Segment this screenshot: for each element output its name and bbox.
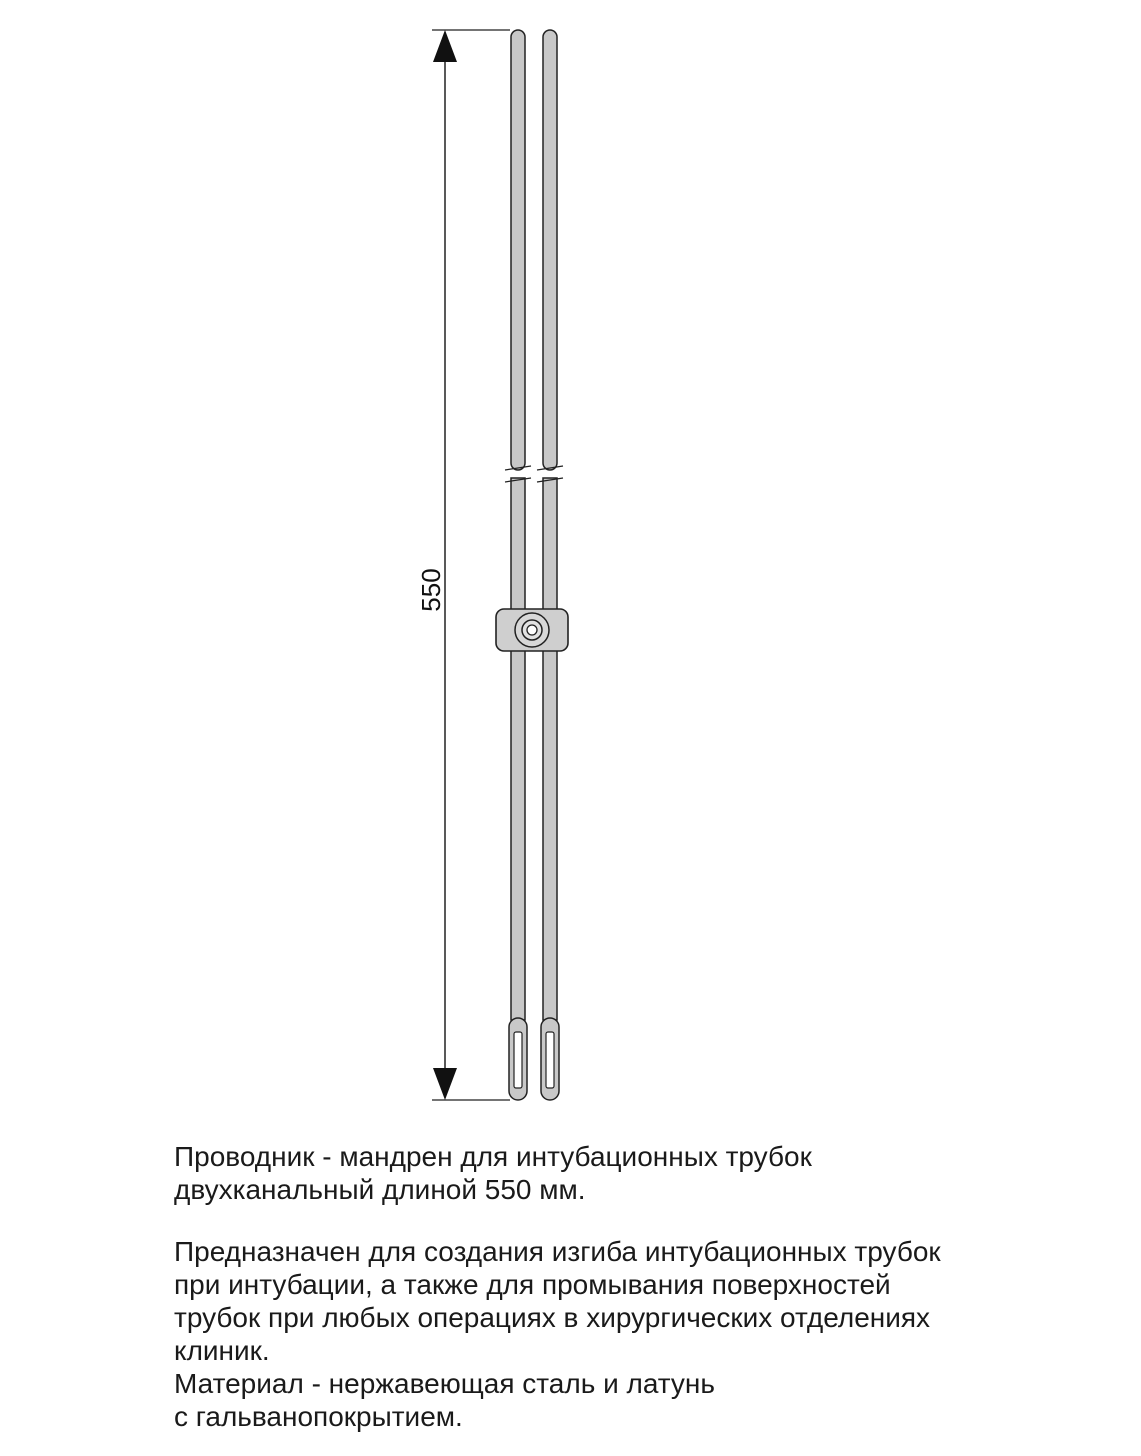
caption-title-line: двухканальный длиной 550 мм. [174, 1174, 586, 1205]
caption-description-line: с гальванопокрытием. [174, 1401, 463, 1432]
caption-description [174, 1235, 1094, 1433]
caption-description-line: Предназначен для создания изгиба интубационных трубок [174, 1236, 941, 1267]
caption-description-line: трубок при любых операциях в хирургических отделениях [174, 1302, 931, 1333]
connector-block [496, 609, 568, 651]
rod-right-lower [543, 648, 557, 1020]
dimension-line [416, 30, 510, 1100]
caption-title [174, 1140, 1094, 1206]
caption-description-line: Материал - нержавеющая сталь и латунь [174, 1368, 715, 1399]
rod-right-upper [543, 30, 557, 470]
rod-left-slot [514, 1032, 522, 1088]
caption-description-line: при интубации, а также для промывания поверхностей [174, 1269, 891, 1300]
rod-right-middle [543, 478, 557, 611]
rod-left-middle [511, 478, 525, 611]
rod-right [541, 30, 559, 1100]
arrow-down-icon [433, 1068, 457, 1100]
caption-title-line: Проводник - мандрен для интубационных трубок [174, 1141, 812, 1172]
caption-description-line: клиник. [174, 1335, 270, 1366]
connector-hole [527, 625, 537, 635]
arrow-up-icon [433, 30, 457, 62]
rod-left-lower [511, 648, 525, 1020]
rod-right-slot [546, 1032, 554, 1088]
rod-left [509, 30, 527, 1100]
rod-left-upper [511, 30, 525, 470]
dimension-label: 550 [416, 568, 446, 612]
